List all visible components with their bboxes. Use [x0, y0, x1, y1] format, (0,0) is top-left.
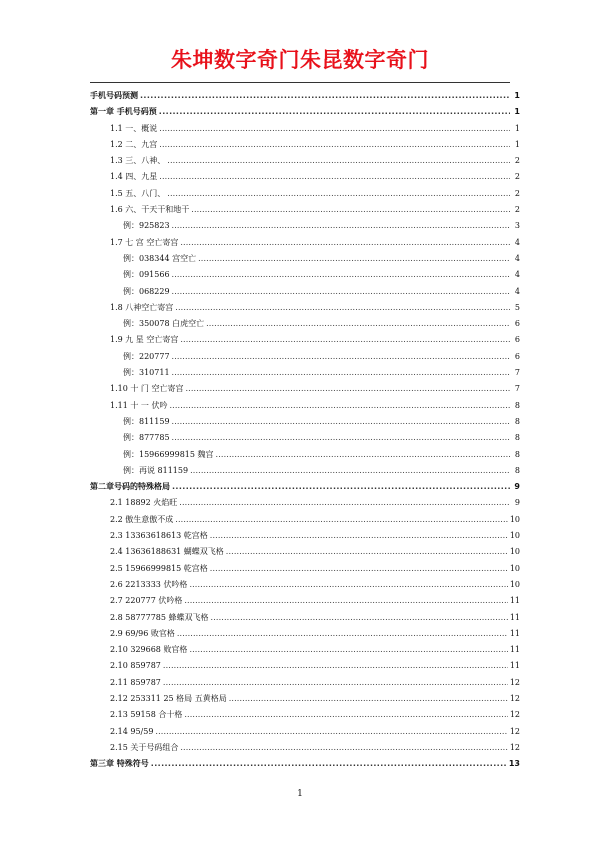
- toc-entry-page: 6: [514, 319, 520, 329]
- toc-entry-title: 2.6 2213333 伏吟格: [110, 579, 188, 589]
- toc-entry-page: 2: [514, 156, 520, 166]
- toc-dot-leader: [180, 332, 510, 348]
- toc-entry-page: 11: [509, 628, 520, 638]
- toc-entry[interactable]: [90, 381, 520, 397]
- toc-entry-title: 例：038344 宫空亡: [123, 253, 197, 263]
- toc-entry-title: 2.3 13363618613 乾宫格: [110, 531, 208, 541]
- toc-dot-leader: [184, 707, 507, 723]
- toc-entry[interactable]: [90, 593, 520, 609]
- toc-dot-leader: [185, 381, 510, 397]
- toc-entry[interactable]: [90, 202, 520, 218]
- toc-entry-title: 例：310711: [123, 368, 170, 378]
- toc-dot-leader: [177, 626, 508, 642]
- toc-dot-leader: [180, 235, 510, 251]
- toc-dot-leader: [159, 121, 510, 137]
- toc-dot-leader: [172, 349, 510, 365]
- toc-entry[interactable]: [90, 528, 520, 544]
- toc-entry-page: 4: [514, 286, 520, 296]
- toc-entry-title: 例：350078 白虎空亡: [123, 319, 205, 329]
- toc-entry-page: 1: [514, 139, 520, 149]
- toc-entry[interactable]: [90, 675, 520, 691]
- toc-dot-leader: [189, 642, 507, 658]
- toc-entry[interactable]: [90, 186, 520, 202]
- toc-entry[interactable]: [90, 430, 520, 446]
- toc-dot-leader: [159, 169, 510, 185]
- toc-entry[interactable]: [90, 218, 520, 234]
- toc-entry-title: 2.4 13636188631 蝴蝶双飞格: [110, 547, 224, 557]
- toc-entry[interactable]: [90, 626, 520, 642]
- title-rule: [90, 82, 510, 83]
- toc-entry-page: 2: [514, 205, 520, 215]
- toc-entry-page: 9: [514, 498, 520, 508]
- toc-entry-title: 2.8 58777785 蜂蝶双飞格: [110, 612, 209, 622]
- toc-entry-title: 例：091566: [123, 270, 170, 280]
- toc-dot-leader: [190, 463, 510, 479]
- toc-entry[interactable]: [90, 707, 520, 723]
- toc-entry-page: 2: [514, 172, 520, 182]
- page-number: 1: [297, 789, 303, 799]
- toc-entry-title: 第三章 特殊符号: [90, 759, 149, 769]
- toc-entry-page: 10: [509, 563, 520, 573]
- toc-entry-page: 13: [508, 759, 520, 769]
- toc-dot-leader: [172, 365, 510, 381]
- toc-dot-leader: [210, 561, 508, 577]
- toc-entry-page: 2: [514, 188, 520, 198]
- toc-dot-leader: [210, 528, 508, 544]
- toc-entry-title: 2.14 95/59: [110, 726, 154, 736]
- toc-entry-page: 8: [514, 433, 520, 443]
- toc-entry[interactable]: [90, 398, 520, 414]
- toc-entry-title: 1.6 六、干天干和地干: [110, 205, 190, 215]
- toc-entry-title: 例：15966999815 魏宫: [123, 449, 214, 459]
- toc-dot-leader: [180, 740, 507, 756]
- toc-entry-title: 2.13 59158 合十格: [110, 710, 183, 720]
- toc-entry-page: 7: [514, 384, 520, 394]
- toc-entry-title: 例：068229: [123, 286, 170, 296]
- toc-entry[interactable]: [90, 137, 520, 153]
- toc-entry-title: 1.3 三、八神、: [110, 156, 166, 166]
- toc-dot-leader: [191, 202, 510, 218]
- toc-entry-page: 8: [514, 400, 520, 410]
- toc-entry[interactable]: [90, 658, 520, 674]
- toc-dot-leader: [175, 512, 508, 528]
- toc-dot-leader: [163, 675, 508, 691]
- toc-entry-title: 例：877785: [123, 433, 170, 443]
- toc-entry[interactable]: [90, 365, 520, 381]
- toc-entry-title: 2.12 253311 25 格局 五黄格局: [110, 693, 227, 703]
- toc-entry-title: 2.10 329668 败官格: [110, 645, 188, 655]
- toc-entry-title: 1.1 一、概说: [110, 123, 158, 133]
- toc-entry-page: 11: [509, 596, 520, 606]
- toc-dot-leader: [184, 593, 507, 609]
- toc-dot-leader: [140, 88, 510, 104]
- toc-entry-title: 1.4 四、九星: [110, 172, 158, 182]
- toc-entry-page: 12: [509, 726, 520, 736]
- toc-entry-title: 1.8 八神空亡寄宫: [110, 302, 174, 312]
- toc-dot-leader: [216, 447, 510, 463]
- toc-entry-title: 2.15 关于号码组合: [110, 742, 179, 752]
- toc-entry-page: 8: [514, 416, 520, 426]
- toc-entry[interactable]: [90, 104, 520, 120]
- toc-dot-leader: [167, 153, 510, 169]
- toc-dot-leader: [211, 610, 508, 626]
- toc-dot-leader: [172, 267, 510, 283]
- toc-entry[interactable]: [90, 235, 520, 251]
- toc-entry-title: 1.10 十 门 空亡寄宫: [110, 384, 184, 394]
- toc-entry[interactable]: [90, 642, 520, 658]
- toc-dot-leader: [172, 284, 510, 300]
- toc-entry-title: 1.2 二、九宫: [110, 139, 158, 149]
- toc-entry-title: 例：925823: [123, 221, 170, 231]
- toc-entry-title: 1.5 五、八门、: [110, 188, 166, 198]
- toc-entry-title: 2.11 859787: [110, 677, 161, 687]
- toc-entry[interactable]: [90, 316, 520, 332]
- toc-entry-page: 4: [514, 237, 520, 247]
- toc-entry-title: 第二章号码的特殊格局: [90, 482, 170, 492]
- toc-dot-leader: [172, 479, 510, 495]
- toc-entry-page: 7: [514, 368, 520, 378]
- toc-entry[interactable]: [90, 349, 520, 365]
- toc-entry-page: 1: [514, 91, 520, 100]
- toc-entry-page: 5: [514, 302, 520, 312]
- toc-dot-leader: [167, 186, 510, 202]
- toc-entry-title: 2.7 220777 伏吟格: [110, 596, 183, 606]
- toc-entry[interactable]: [90, 479, 520, 495]
- toc-entry-page: 4: [514, 270, 520, 280]
- toc-entry-title: 第一章 手机号码预: [90, 107, 157, 117]
- toc-entry[interactable]: [90, 447, 520, 463]
- toc-dot-leader: [159, 104, 510, 120]
- toc-entry[interactable]: [90, 414, 520, 430]
- toc-entry-title: 例：811159: [123, 416, 170, 426]
- toc-entry[interactable]: [90, 153, 520, 169]
- toc-entry-title: 2.9 69/96 败官格: [110, 628, 175, 638]
- toc-entry[interactable]: [90, 332, 520, 348]
- toc-dot-leader: [159, 137, 510, 153]
- toc-entry[interactable]: [90, 544, 520, 560]
- toc-entry-page: 8: [514, 465, 520, 475]
- toc-dot-leader: [206, 316, 510, 332]
- toc-entry[interactable]: [90, 88, 520, 104]
- toc-dot-leader: [175, 300, 510, 316]
- toc-entry-title: 2.5 15966999815 乾宫格: [110, 563, 208, 573]
- toc-entry-title: 例：220777: [123, 351, 170, 361]
- toc-dot-leader: [172, 414, 510, 430]
- toc-entry[interactable]: [90, 284, 520, 300]
- toc-entry-page: 3: [514, 221, 520, 231]
- toc-entry-page: 10: [509, 514, 520, 524]
- toc-dot-leader: [189, 577, 507, 593]
- toc-entry-page: 12: [509, 710, 520, 720]
- toc-dot-leader: [172, 218, 510, 234]
- toc-entry[interactable]: [90, 300, 520, 316]
- toc-entry-page: 12: [509, 677, 520, 687]
- toc-entry[interactable]: [90, 169, 520, 185]
- toc-entry-page: 10: [509, 579, 520, 589]
- toc-entry-page: 11: [509, 661, 520, 671]
- toc-dot-leader: [169, 398, 510, 414]
- toc-entry-page: 12: [509, 693, 520, 703]
- toc-entry-title: 2.10 859787: [110, 661, 161, 671]
- toc-entry-title: 1.11 十 一 伏吟: [110, 400, 168, 410]
- toc-entry-page: 4: [514, 253, 520, 263]
- toc-dot-leader: [155, 724, 507, 740]
- toc-entry-title: 2.2 傲生意傲不成: [110, 514, 174, 524]
- toc-entry-page: 9: [514, 482, 520, 492]
- toc-dot-leader: [179, 495, 510, 511]
- toc-entry[interactable]: [90, 251, 520, 267]
- toc-entry-page: 1: [514, 107, 520, 117]
- toc-entry-title: 2.1 18892 火焰旺: [110, 498, 178, 508]
- toc-dot-leader: [226, 544, 508, 560]
- toc-entry-page: 11: [509, 612, 520, 622]
- toc-entry[interactable]: [90, 577, 520, 593]
- toc-entry-page: 6: [514, 335, 520, 345]
- toc-entry[interactable]: [90, 724, 520, 740]
- toc-entry[interactable]: [90, 610, 520, 626]
- toc-entry[interactable]: [90, 740, 520, 756]
- toc-entry[interactable]: [90, 495, 520, 511]
- toc-entry-title: 1.9 九 星 空亡寄宫: [110, 335, 179, 345]
- toc-entry[interactable]: [90, 691, 520, 707]
- toc-entry-title: 1.7 七 宫 空亡寄宫: [110, 237, 179, 247]
- table-of-contents: [90, 88, 520, 772]
- toc-entry-page: 11: [509, 645, 520, 655]
- toc-dot-leader: [163, 658, 508, 674]
- toc-entry-title: 手机号码预测: [90, 91, 138, 100]
- toc-entry-page: 10: [509, 547, 520, 557]
- toc-entry-page: 1: [514, 123, 520, 133]
- toc-entry[interactable]: [90, 121, 520, 137]
- toc-entry-page: 10: [509, 531, 520, 541]
- toc-entry[interactable]: [90, 756, 520, 772]
- toc-dot-leader: [229, 691, 508, 707]
- toc-entry[interactable]: [90, 512, 520, 528]
- toc-entry[interactable]: [90, 561, 520, 577]
- toc-entry-page: 8: [514, 449, 520, 459]
- toc-dot-leader: [151, 756, 507, 772]
- toc-dot-leader: [172, 430, 510, 446]
- toc-entry-page: 6: [514, 351, 520, 361]
- toc-entry[interactable]: [90, 267, 520, 283]
- toc-dot-leader: [198, 251, 510, 267]
- toc-entry[interactable]: [90, 463, 520, 479]
- toc-entry-title: 例：再说 811159: [123, 465, 189, 475]
- toc-entry-page: 12: [509, 742, 520, 752]
- document-title: 朱坤数字奇门朱昆数字奇门: [171, 48, 429, 72]
